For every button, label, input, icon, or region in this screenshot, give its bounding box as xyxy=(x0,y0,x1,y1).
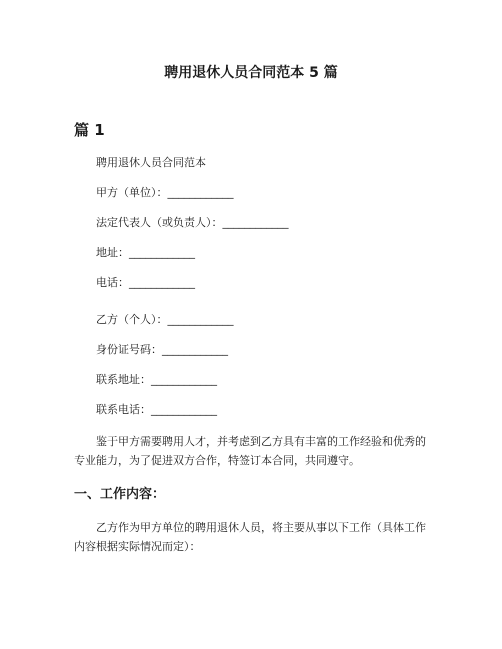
contract-name-line: 聘用退休人员合同范本 xyxy=(96,156,206,169)
phone-line: 电话：____________ xyxy=(96,276,195,289)
document-title: 聘用退休人员合同范本 5 篇 xyxy=(164,65,338,81)
clause-1-heading: 一、工作内容： xyxy=(74,487,166,502)
address-line: 地址：____________ xyxy=(96,246,195,259)
party-b-line: 乙方（个人）：____________ xyxy=(96,313,234,326)
preamble-paragraph: 鉴于甲方需要聘用人才，并考虑到乙方具有丰富的工作经验和优秀的专业能力，为了促进双方合作，特签订本合同，共同遵守。 xyxy=(74,435,426,467)
party-a-line: 甲方（单位）：____________ xyxy=(96,186,234,199)
section-heading: 篇 1 xyxy=(74,121,105,139)
id-number-line: 身份证号码：____________ xyxy=(96,343,228,356)
contact-address-line: 联系地址：____________ xyxy=(96,373,217,386)
clause-1-paragraph: 乙方作为甲方单位的聘用退休人员，将主要从事以下工作（具体工作内容根据实际情况而定）： xyxy=(74,521,426,553)
contact-phone-line: 联系电话：____________ xyxy=(96,403,217,416)
legal-representative-line: 法定代表人（或负责人）：____________ xyxy=(96,216,289,229)
